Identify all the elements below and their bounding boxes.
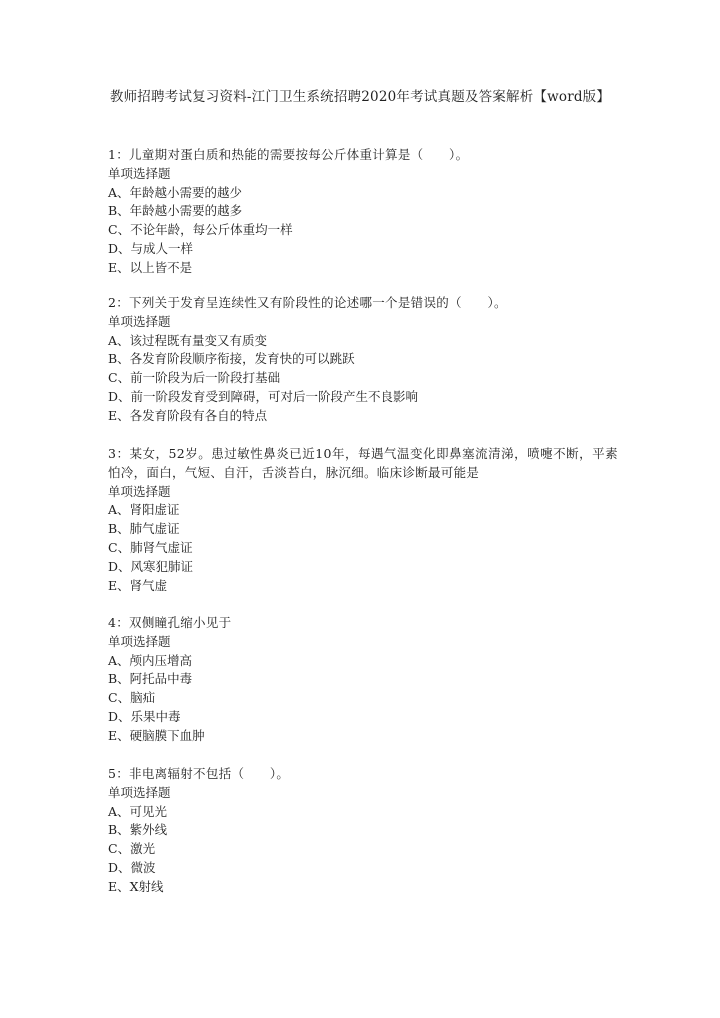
option-a: A、年龄越小需要的越少	[108, 184, 243, 200]
option-c: C、前一阶段为后一阶段打基础	[108, 370, 281, 386]
option-a: A、颅内压增高	[108, 652, 193, 668]
question-5	[108, 765, 618, 897]
question-type-label: 单项选择题	[108, 784, 171, 800]
option-e: E、以上皆不是	[108, 259, 193, 275]
option-d: D、微波	[108, 859, 156, 875]
option-c: C、脑疝	[108, 690, 156, 706]
option-e: E、硬脑膜下血肿	[108, 727, 205, 743]
option-b: B、年龄越小需要的越多	[108, 203, 243, 219]
question-4	[108, 614, 618, 746]
question-stem: 1：儿童期对蛋白质和热能的需要按每公斤体重计算是（ ）。	[108, 147, 469, 162]
option-b: B、紫外线	[108, 822, 168, 838]
document-title: 教师招聘考试复习资料-江门卫生系统招聘2020年考试真题及答案解析【word版】	[109, 89, 611, 105]
option-b: B、各发育阶段顺序衔接，发育快的可以跳跃	[108, 351, 355, 367]
question-3	[108, 445, 618, 595]
option-d: D、风寒犯肺证	[108, 558, 194, 574]
question-type-label: 单项选择题	[108, 483, 171, 499]
option-d: D、与成人一样	[108, 240, 194, 256]
option-c: C、肺肾气虚证	[108, 539, 193, 555]
question-type-label: 单项选择题	[108, 633, 171, 649]
option-e: E、各发育阶段有各自的特点	[108, 407, 268, 423]
option-b: B、肺气虚证	[108, 521, 180, 537]
question-stem: 3：某女，52岁。患过敏性鼻炎已近10年，每遇气温变化即鼻塞流清涕，喷嚏不断，平素怕冷，面白，气短、自汗，舌淡苔白，脉沉细。临床诊断最可能是	[108, 446, 618, 480]
question-type-label: 单项选择题	[108, 165, 171, 181]
option-a: A、该过程既有量变又有质变	[108, 332, 268, 348]
question-2	[108, 294, 618, 426]
option-a: A、肾阳虚证	[108, 502, 180, 518]
question-type-label: 单项选择题	[108, 313, 171, 329]
option-a: A、可见光	[108, 803, 168, 819]
question-1	[108, 146, 618, 278]
option-e: E、肾气虚	[108, 577, 168, 593]
question-stem: 2：下列关于发育呈连续性又有阶段性的论述哪一个是错误的（ ）。	[108, 295, 507, 310]
option-d: D、前一阶段发育受到障碍，可对后一阶段产生不良影响	[108, 388, 419, 404]
option-b: B、阿托品中毒	[108, 671, 193, 687]
option-c: C、激光	[108, 841, 156, 857]
option-e: E、X射线	[108, 878, 164, 894]
option-c: C、不论年龄，每公斤体重均一样	[108, 222, 293, 238]
question-stem: 4：双侧瞳孔缩小见于	[108, 615, 232, 630]
question-stem: 5：非电离辐射不包括（ ）。	[108, 766, 290, 781]
option-d: D、乐果中毒	[108, 708, 181, 724]
